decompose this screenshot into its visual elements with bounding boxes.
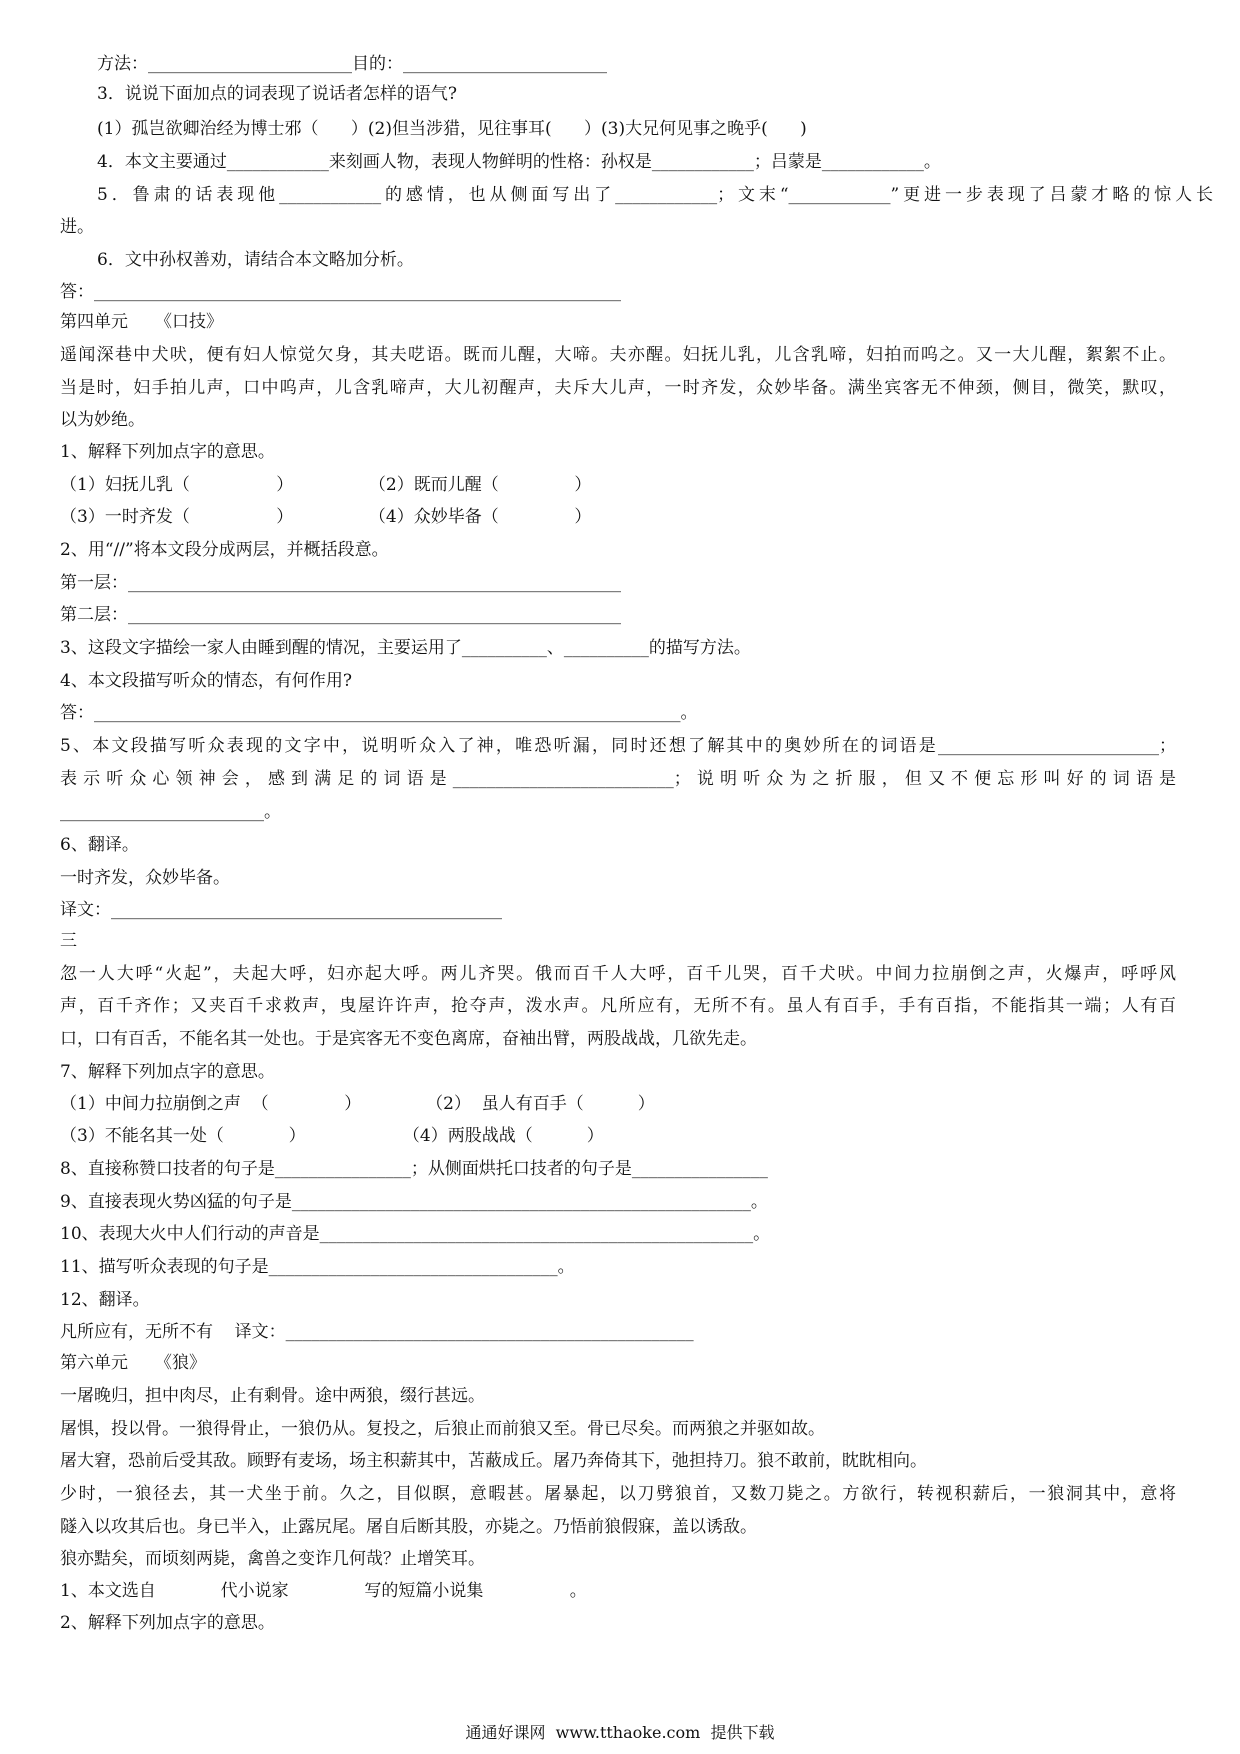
text-line: 第六单元 《狼》 — [60, 1353, 207, 1373]
text-line: 9、直接表现火势凶猛的句子是______________________________________________________。 — [60, 1192, 768, 1212]
text-line: 遥闻深巷中犬吠，便有妇人惊觉欠身，其夫呓语。既而儿醒，大啼。夫亦醒。妇抚儿乳，儿含乳啼，妇拍而呜之。又一大儿醒，絮絮不止。 — [60, 345, 1176, 365]
text-line: 屠大窘，恐前后受其敌。顾野有麦场，场主积薪其中，苫蔽成丘。屠乃奔倚其下，弛担持刀。狼不敢前，眈眈相向。 — [60, 1451, 927, 1471]
text-line: 6、翻译。 — [60, 835, 139, 855]
text-line: 6．文中孙权善劝，请结合本文略加分析。 — [97, 250, 414, 270]
text-line: 一屠晚归，担中肉尽，止有剩骨。途中两狼，缀行甚远。 — [60, 1386, 485, 1406]
text-line: 当是时，妇手拍儿声，口中呜声，儿含乳啼声，大儿初醒声，夫斥大儿声，一时齐发，众妙毕备。满坐宾客无不伸颈，侧目，微笑，默叹， — [60, 378, 1176, 398]
text-line: 忽一人大呼“火起”，夫起大呼，妇亦起大呼。两儿齐哭。俄而百千人大呼，百千儿哭，百千犬吠。中间力拉崩倒之声，火爆声，呼呼风 — [60, 964, 1176, 984]
text-line: ________________________。 — [60, 802, 281, 822]
text-line: 一时齐发，众妙毕备。 — [60, 868, 230, 888]
text-line: 三 — [60, 931, 77, 951]
text-line: 狼亦黠矣，而顷刻两毙，禽兽之变诈几何哉？止增笑耳。 — [60, 1549, 485, 1569]
text-line: （3）不能名其一处（ ） （4）两股战战（ ） — [60, 1126, 604, 1146]
text-line: 1、解释下列加点字的意思。 — [60, 442, 275, 462]
text-line: 表示听众心领神会，感到满足的词语是__________________________；说明听众为之折服，但又不便忘形叫好的词语是 — [60, 769, 1176, 789]
text-line: 译文：______________________________________________ — [60, 900, 502, 920]
text-line: 进。 — [60, 217, 94, 237]
text-line: (1）孤岂欲卿治经为博士邪（ ）(2)但当涉猎，见往事耳( ）(3)大兄何见事之晚乎( ) — [97, 119, 807, 139]
text-line: 第一层：__________________________________________________________ — [60, 573, 621, 593]
text-line: 方法：________________________目的：________________________ — [97, 54, 607, 74]
text-line: 7、解释下列加点字的意思。 — [60, 1062, 275, 1082]
text-line: 3、这段文字描绘一家人由睡到醒的情况，主要运用了__________、__________的描写方法。 — [60, 638, 751, 658]
text-line: 第四单元 《口技》 — [60, 312, 224, 332]
text-line: 隧入以攻其后也。身已半入，止露尻尾。屠自后断其股，亦毙之。乃悟前狼假寐，盖以诱敌。 — [60, 1517, 757, 1537]
text-line: 答：______________________________________________________________ — [60, 282, 621, 302]
text-line: 10、表现大火中人们行动的声音是___________________________________________________。 — [60, 1224, 771, 1244]
text-line: 第二层：__________________________________________________________ — [60, 605, 621, 625]
text-line: 8、直接称赞口技者的句子是________________；从侧面烘托口技者的句子是________________ — [60, 1159, 768, 1179]
text-line: 5．鲁肃的话表现他____________的感情，也从侧面写出了____________；文末“____________”更进一步表现了吕蒙才略的惊人长 — [97, 185, 1213, 205]
text-line: （1）妇抚儿乳（ ） （2）既而儿醒（ ） — [60, 475, 592, 495]
text-line: 3．说说下面加点的词表现了说话者怎样的语气? — [97, 84, 457, 104]
page-footer: 通通好课网 www.tthaoke.com 提供下载 — [465, 1723, 775, 1742]
text-line: 声，百千齐作；又夹百千求救声，曳屋许许声，抢夺声，泼水声。凡所应有，无所不有。虽人有百手，手有百指，不能指其一端；人有百 — [60, 996, 1176, 1016]
text-line: （3）一时齐发（ ） （4）众妙毕备（ ） — [60, 507, 592, 527]
text-line: 2、用“//”将本文段分成两层，并概括段意。 — [60, 540, 389, 560]
text-line: 4．本文主要通过____________来刻画人物，表现人物鲜明的性格：孙权是____________；吕蒙是____________。 — [97, 152, 941, 172]
text-line: 5、本文段描写听众表现的文字中，说明听众入了神，唯恐听漏，同时还想了解其中的奥妙所在的词语是__________________________； — [60, 736, 1176, 756]
text-line: （1）中间力拉崩倒之声 （ ） （2） 虽人有百手（ ） — [60, 1094, 655, 1114]
text-line: 凡所应有，无所不有 译文：________________________________________________ — [60, 1322, 694, 1342]
text-line: 2、解释下列加点字的意思。 — [60, 1613, 275, 1633]
text-line: 4、本文段描写听众的情态，有何作用? — [60, 671, 352, 691]
text-line: 1、本文选自 代小说家 写的短篇小说集 。 — [60, 1581, 587, 1601]
text-line: 屠惧，投以骨。一狼得骨止，一狼仍从。复投之，后狼止而前狼又至。骨已尽矣。而两狼之并驱如故。 — [60, 1419, 825, 1439]
text-line: 答：_____________________________________________________________________。 — [60, 703, 698, 723]
text-line: 12、翻译。 — [60, 1290, 150, 1310]
text-line: 11、描写听众表现的句子是__________________________________。 — [60, 1257, 575, 1277]
text-line: 以为妙绝。 — [60, 410, 145, 430]
text-line: 口，口有百舌，不能名其一处也。于是宾客无不变色离席，奋袖出臂，两股战战，几欲先走。 — [60, 1029, 757, 1049]
text-line: 少时，一狼径去，其一犬坐于前。久之，目似瞑，意暇甚。屠暴起，以刀劈狼首，又数刀毙之。方欲行，转视积薪后，一狼洞其中，意将 — [60, 1484, 1176, 1504]
